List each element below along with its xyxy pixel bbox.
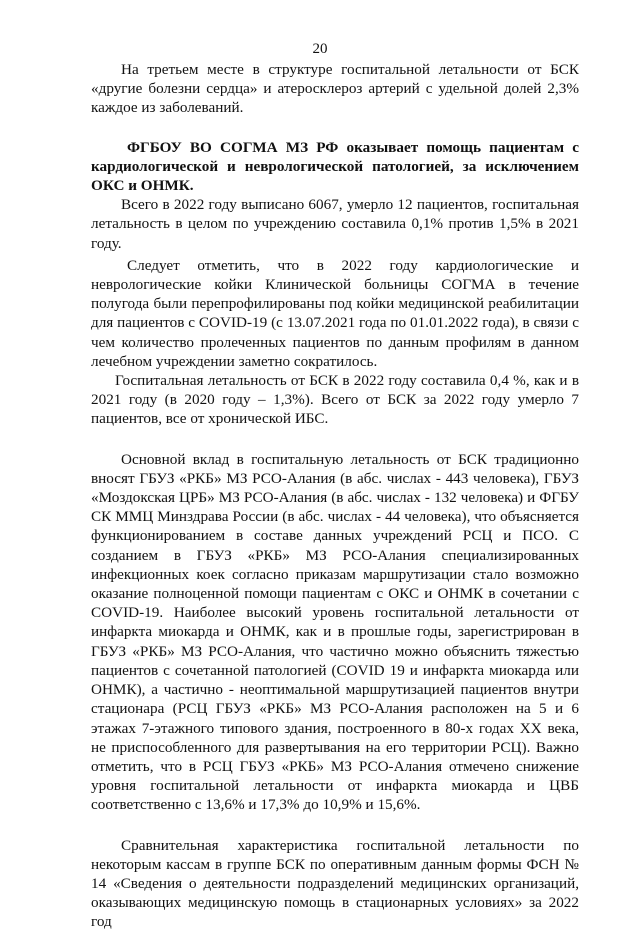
- paragraph-comparative: Сравнительная характеристика госпитальной летальности по некоторым кассам в группе БСК по оперативным данным формы ФСН № 14 «Сведения о деятельности подразделений медицинских организаций, оказывающих медицинскую помощь в стационарных условиях» за 2022 год: [91, 836, 579, 931]
- paragraph-third-place: На третьем месте в структуре госпитальной летальности от БСК «другие болезни сердца» и атеросклероз артерий с удельной долей 2,3% каждое из заболеваний.: [91, 61, 579, 117]
- paragraph-main-contribution: Основной вклад в госпитальную летальность от БСК традиционно вносят ГБУЗ «РКБ» МЗ РСО-Алания (в абс. числах - 443 человека), ГБУЗ «Моздокская ЦРБ» МЗ РСО-Алания (в абс. числах - 132 человека) и ФГБУ СК ММЦ Минздрава России (в абс. числах - 44 человека), что объясняется функционированием в составе данных учреждений РСЦ и ПСО. С созданием в ГБУЗ «РКБ» МЗ РСО-Алания специализированных инфекционных коек согласно приказам маршрутизации стало возможно оказание полноценной помощи пациентам с ОКС и ОНМК в сочетании с COVID-19. Наиболее высокий уровень госпитальной летальности от инфаркта миокарда и ОНМК, как и в прошлые годы, зарегистрирован в ГБУЗ «РКБ» МЗ РСО-Алания, что частично можно объяснить тяжестью пациентов с сочетанной патологией (COVID 19 и инфаркта миокарда или ОНМК), а частично - неоптимальной маршрутизацией пациентов внутри стационара (РСЦ ГБУЗ «РКБ» МЗ РСО-Алания расположен на 5 и 6 этажах 7-этажного типового здания, построенного в 80-х годах XX века, не приспособленного для развертывания на его территории РСЦ). Важно отметить, что в РСЦ ГБУЗ «РКБ» МЗ РСО-Алания отмечено снижение уровня госпитальной летальности от инфаркта миокарда и ЦВБ соответственно с 13,6% и 17,3% до 10,9% и 15,6%.: [91, 450, 579, 814]
- page-number: 20: [312, 41, 328, 57]
- paragraph-total-2022: Всего в 2022 году выписано 6067, умерло 12 пациентов, госпитальная летальность в целом по учреждению составила 0,1% против 1,5% в 2021 году.: [91, 196, 579, 252]
- paragraph-beds-repurposed: Следует отметить, что в 2022 году кардиологические и неврологические койки Клинической больницы СОГМА в течение полугода были перепрофилированы под койки медицинской реабилитации для пациентов с COVID-19 (с 13.07.2021 года по 01.01.2022 года), в связи с чем количество пролеченных пациентов по данным профилям в данном лечебном учреждении заметно сократилось.: [91, 256, 579, 370]
- section-heading: ФГБОУ ВО СОГМА МЗ РФ оказывает помощь пациентам с кардиологической и неврологической патологией, за исключением ОКС и ОНМК.: [91, 138, 579, 195]
- page-body: [91, 60, 579, 932]
- paragraph-bsk-mortality: Госпитальная летальность от БСК в 2022 году составила 0,4 %, как и в 2021 году (в 2020 году – 1,3%). Всего от БСК за 2022 году умерло 7 пациентов, все от хронической ИБС.: [91, 372, 579, 428]
